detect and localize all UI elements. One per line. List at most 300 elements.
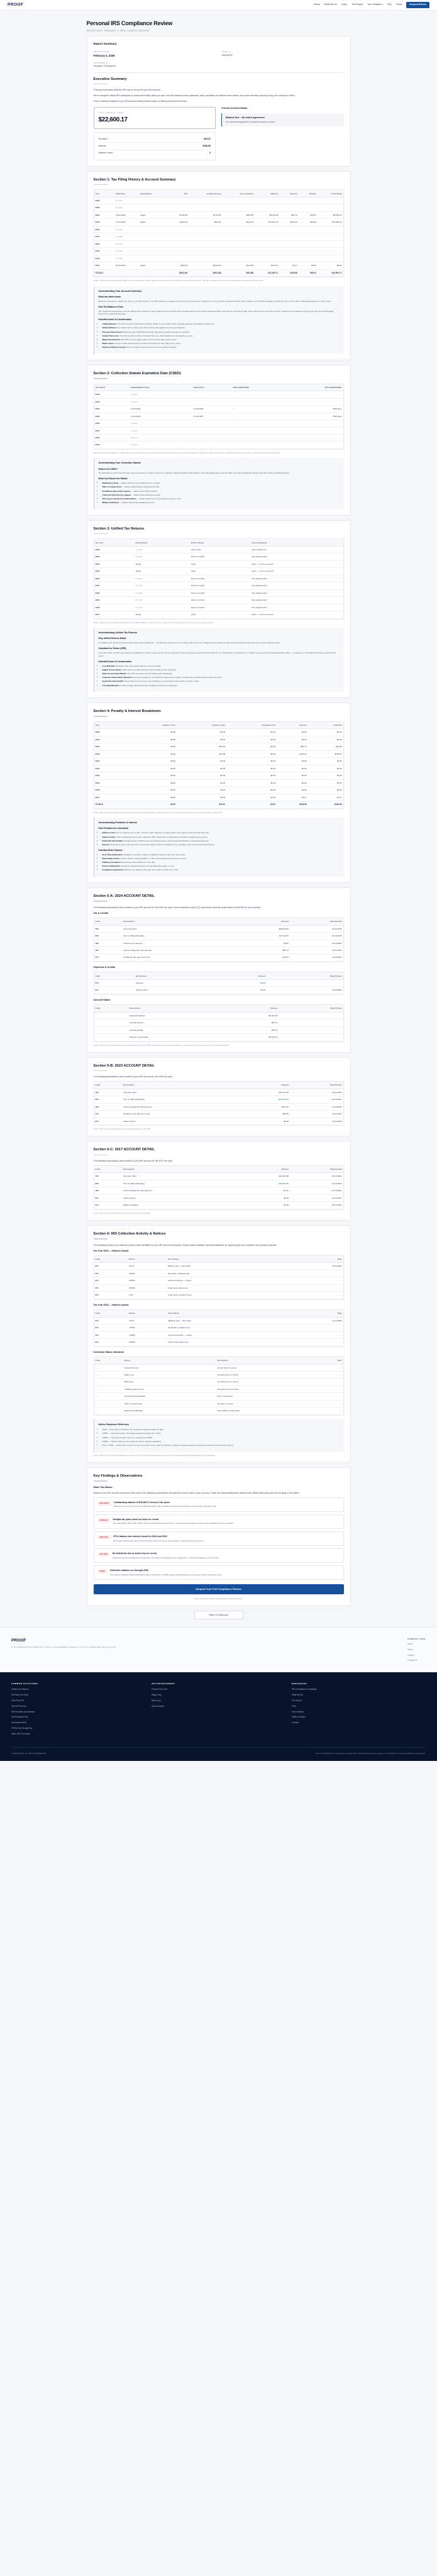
tax-filing-history-table — [94, 190, 343, 277]
table-row — [94, 553, 343, 560]
table-cell — [192, 391, 231, 398]
footer-link[interactable]: Terms — [407, 1648, 413, 1651]
table-cell: $80,286 — [223, 269, 255, 277]
nav-link-learn[interactable]: Learn — [341, 3, 348, 6]
table-cell — [189, 248, 223, 255]
table-cell: None — return on record — [250, 568, 343, 575]
table-row — [94, 1339, 343, 1346]
current-status-title: Balance Due – No Active Agreement — [226, 116, 265, 119]
list-item-term: Reasonable Cause: — [102, 857, 121, 860]
footer-link[interactable]: What We Do — [292, 1694, 304, 1697]
key-finding-item — [94, 1531, 344, 1546]
table-body — [94, 1364, 343, 1414]
table-body — [94, 1317, 343, 1346]
table-cell: Return not filed — [190, 553, 250, 560]
table-cell — [318, 240, 343, 247]
footer-column-heading: RESOURCES — [292, 1682, 307, 1685]
footer-link[interactable]: IRS Compliance Knowledge — [292, 1688, 317, 1691]
table-row — [94, 604, 343, 611]
penalty-interest-box — [94, 132, 216, 160]
explainer-list — [102, 665, 340, 687]
table-cell: — — [94, 1400, 123, 1407]
table-header-row — [94, 384, 343, 391]
list-item-term: Installment agreement request — [102, 489, 131, 492]
table-cell: 11-04-2025 — [114, 219, 139, 226]
table-cell — [279, 1012, 343, 1019]
footer-link[interactable]: Unreported Debt — [11, 1721, 26, 1724]
table-totals-row — [94, 269, 343, 277]
table-cell: $0.00 — [127, 750, 177, 757]
table-row — [94, 1407, 343, 1414]
column-header: Date — [316, 1357, 343, 1364]
table-cell: -$0.00 — [213, 979, 267, 986]
table-row — [94, 1324, 343, 1331]
findings-disclaimer: Figures are based on IRS transcript data as of the report date. — [194, 1597, 243, 1601]
table-cell: 12-09-2035 — [192, 406, 231, 413]
page-subtitle: REPORT DATE: FEBRUARY 4, 2026 • CASE ID: 05094PDF — [86, 29, 150, 32]
table-cell: Currently Not Collectible — [123, 1393, 216, 1400]
table-cell — [279, 248, 299, 255]
table-cell: Notice issued — [122, 1118, 241, 1124]
table-header-row — [94, 1005, 343, 1012]
column-header: Date Posted — [290, 918, 343, 925]
table-header-row — [94, 918, 343, 925]
table-cell: $9,424.05 — [255, 211, 279, 218]
return-to-dashboard-button[interactable]: Return to Dashboard — [194, 1611, 243, 1619]
list-item-term: Higher Assessments: — [102, 668, 123, 671]
footer-link[interactable]: CP504 Tax Penalty Pay — [11, 1727, 33, 1730]
table-cell: Return not filed — [190, 582, 250, 589]
table-cell — [287, 398, 343, 405]
column-header: Code — [94, 1357, 123, 1364]
section-2-title: Section 2: Collection Statute Expiration Date (CSED) — [93, 372, 181, 376]
penalties-value: $94.02 — [204, 137, 211, 140]
list-item-term: Interest Abatement: — [102, 865, 121, 868]
nav-link-the-report[interactable]: The Report — [351, 3, 363, 6]
table-cell — [223, 240, 255, 247]
explainer-heading: Understanding Unfiled Tax Returns — [98, 631, 138, 634]
table-row — [94, 758, 343, 765]
explainer-list-item: • CP14 — First notice of balance due. Payment requested within 21 days. — [102, 1428, 340, 1431]
table-cell: $89,570 — [167, 262, 189, 269]
column-header: Filing Status — [135, 539, 191, 546]
list-item-term: First-Time Abatement: — [102, 853, 123, 856]
table-cell: -$20,501.86 — [241, 1180, 290, 1187]
table-row — [94, 233, 343, 240]
table-cell: CP504 — [128, 1339, 167, 1346]
table-cell: $0.00 — [177, 794, 226, 801]
table-cell: 2024 — [94, 743, 128, 750]
footer-link[interactable]: IRS Back Tax Debt — [11, 1694, 28, 1697]
table-cell: $21,253 — [223, 262, 255, 269]
table-cell: $101.82 — [279, 219, 299, 226]
table-row — [94, 240, 343, 247]
footer-link[interactable]: The Report — [292, 1699, 302, 1702]
section-4-card — [87, 702, 351, 883]
table-cell: $53.74 — [241, 947, 290, 953]
section-6-card — [87, 1225, 351, 1463]
table-cell: 276 — [94, 1111, 123, 1118]
table-row — [94, 1118, 343, 1124]
table-cell: 04-15-2025 — [290, 933, 343, 940]
table-row — [94, 441, 343, 448]
prepared-by-block — [94, 62, 216, 69]
explainer-list-item: • CP504 — Notice of intent to levy state tax refund. Serious escalation. — [102, 1440, 340, 1443]
table-cell: 2025 — [94, 553, 135, 560]
explainer-list-item: • Installment Agreement: Reduces the failure-to-pay rate from 0.5% to 0.25% per month. — [102, 869, 340, 872]
table-cell: Filed — [190, 611, 250, 618]
table-cell — [94, 1012, 128, 1019]
column-header: Filing Status — [139, 190, 167, 197]
table-row — [94, 204, 343, 211]
legend-heading: Notice Sequence Reference — [98, 1423, 130, 1426]
table-cell: $0.00 — [277, 779, 308, 786]
table-cell: $118,941 — [167, 219, 189, 226]
footer-light — [0, 1627, 437, 1672]
table-cell: 2024 — [94, 560, 135, 567]
explainer-list-item: • Time spent outside the United States — statute tolled for six consecutive months or more. — [102, 497, 340, 501]
table-cell: 971 — [94, 1324, 128, 1331]
table-cell: LT11 — [128, 1292, 167, 1299]
explainer-list-item: • CP503 — Second reminder. Sent if no response to CP501. — [102, 1436, 340, 1440]
footer-link[interactable]: Contact Us — [407, 1659, 418, 1662]
amount-column — [94, 107, 216, 160]
column-header: Tax per Return — [223, 190, 255, 197]
collection-status-table — [94, 1357, 343, 1415]
table-cell — [287, 434, 343, 441]
key-finding-title: Multiple tax years show no return on record — [113, 1518, 159, 1521]
table-cell: 2024 — [94, 211, 114, 218]
table-cell: 2021 — [94, 427, 130, 434]
section-5a-note: Source: IRS Account Transcript for tax period ending December 31, 2024. Transaction codes and posting dates are reproduced exactly as they appear on the official transcript. — [93, 1043, 230, 1046]
table-cell: None at this time — [250, 546, 343, 553]
notices-2024-table — [94, 1256, 343, 1299]
table-cell — [318, 255, 343, 262]
table-cell: 150 — [94, 1089, 123, 1096]
explainer-list-item: • Bank Levies: Funds in bank accounts can be frozen and seized 21 days after a levy notice. — [102, 342, 340, 345]
executive-paragraph-2: We've analyzed official IRS transcripts to document exactly what you owe, how the balances were assessed, when penalties and interest were added, and what collection actions (if any) are currently in effect. — [93, 94, 296, 97]
section-6-note: Source: IRS Account Transcripts. Absence of a notice from this list does not guarantee it was not issued; transcripts may lag actual mailing by several weeks. — [93, 1453, 216, 1457]
table-cell: No data — [130, 427, 192, 434]
table-cell: — — [316, 1364, 343, 1371]
table-cell: 806 — [94, 1096, 123, 1103]
table-cell — [318, 226, 343, 233]
nav-link-faq[interactable]: FAQ — [387, 3, 392, 6]
table-cell: No data — [135, 604, 191, 611]
table-cell: Single — [139, 211, 167, 218]
table-cell — [279, 240, 299, 247]
table-cell: File original return — [250, 604, 343, 611]
table-cell: $751.14 — [255, 262, 279, 269]
section-5c-card — [87, 1141, 351, 1221]
explainer-list-item: • Loan Qualification: Lenders require filed returns for mortgage and business financing. — [102, 684, 340, 687]
column-header: Date — [286, 1256, 343, 1263]
table-cell: No data — [135, 589, 191, 596]
table-cell: 2018 — [94, 787, 128, 794]
table-cell: Not certified to State Dept. — [216, 1407, 316, 1414]
table-cell: Interest charged for late payment — [122, 1187, 241, 1194]
table-cell: $155.56 — [277, 801, 308, 809]
footer-link[interactable]: Federal Tax Liens — [152, 1688, 168, 1691]
footer-link[interactable]: FAQ — [292, 1704, 296, 1707]
table-row — [94, 729, 343, 736]
table-cell: $1.27 — [277, 794, 308, 801]
table-cell: 3559 days — [287, 413, 343, 419]
table-cell — [94, 1034, 128, 1041]
table-cell: None — return on record — [250, 611, 343, 618]
section-2-card — [87, 365, 351, 516]
table-totals-row — [94, 801, 343, 809]
column-header: Year — [94, 190, 114, 197]
footer-link[interactable]: About — [407, 1643, 413, 1646]
footer-link[interactable]: Can't Pay IRS — [11, 1699, 24, 1702]
table-row — [94, 794, 343, 801]
footer-link[interactable]: IRS Penalties and Interest — [11, 1710, 35, 1713]
table-cell: $0.00 — [177, 772, 226, 779]
column-header: Description — [128, 1005, 227, 1012]
table-cell: Final notice before levy — [167, 1284, 286, 1291]
penalty-interest-table — [94, 722, 343, 809]
footer-link[interactable]: Self-Employed Tax — [11, 1716, 28, 1719]
explainer-list-item: • Estimated Tax Penalty: Charged when insufficient tax was paid during the year through withholding or estimated payments. — [102, 840, 340, 843]
account-detail-2024-tax-credits-table — [94, 918, 343, 962]
explainer-body-1: The IRS has ten years from the date a tax is assessed to collect it. Once the Collection Statute Expiration Date passes, the debt legally expires and the IRS must stop all collection activity and write off the remaining balance. — [98, 472, 290, 475]
table-cell: Wage Levy — [123, 1371, 216, 1378]
table-cell: File original return — [250, 553, 343, 560]
table-cell — [139, 248, 167, 255]
footer-column-heading: IRS ENFORCEMENT — [152, 1682, 175, 1685]
section-3-card — [87, 520, 351, 698]
table-cell: 02-15-2021 — [290, 1173, 343, 1180]
penalties-row — [99, 136, 211, 142]
table-cell: $40.34 — [241, 954, 290, 961]
table-cell: 2021 — [94, 765, 128, 772]
case-id-block — [222, 50, 344, 58]
section-1-card — [87, 171, 351, 360]
table-cell — [231, 398, 286, 405]
accent-rule — [94, 378, 108, 379]
footer-link[interactable]: Other IRS Tax Notice — [11, 1732, 30, 1735]
explainer-list-item: • Federal Tax Liens: The IRS may file a Notice of Federal Tax Lien, which attaches to all property you own. — [102, 335, 340, 338]
account-detail-2017-table — [94, 1166, 343, 1209]
current-status-label: Current Account Status — [221, 107, 248, 110]
list-item-term: Bankruptcy filing — [102, 482, 118, 485]
legend-list — [102, 1428, 340, 1447]
list-item-term: Passport Restrictions: — [102, 330, 123, 333]
accent-rule — [94, 1480, 108, 1481]
table-cell: 12-09-2025 — [290, 925, 343, 932]
table-cell — [192, 398, 231, 405]
brand-logo[interactable]: PROOF — [8, 3, 24, 8]
footer-link[interactable]: Owe IRS Money — [11, 1704, 26, 1707]
key-finding-item — [94, 1514, 344, 1529]
table-row — [94, 1026, 343, 1033]
table-cell — [255, 233, 279, 240]
table-cell: — — [94, 1385, 123, 1392]
table-cell: 2020 — [94, 434, 130, 441]
table-row — [94, 575, 343, 582]
table-cell: $155.56 — [279, 269, 299, 277]
page-header — [87, 11, 351, 36]
table-cell — [223, 255, 255, 262]
footer-link[interactable]: Wage Levy — [152, 1694, 162, 1697]
column-header: ASSESSMENT DATE — [130, 384, 192, 391]
table-cell — [114, 269, 139, 277]
table-cell: $0.00 — [226, 794, 277, 801]
footer-link[interactable]: What to Expect — [292, 1716, 306, 1719]
table-cell — [167, 233, 189, 240]
nav-link-about[interactable]: About — [314, 3, 320, 6]
nav-link-press[interactable]: Press — [396, 3, 402, 6]
nav-link-your-situation[interactable]: Your Situation ▾ — [367, 3, 383, 6]
table-cell: $22,914.00 — [241, 1089, 290, 1096]
table-cell — [231, 441, 286, 448]
table-cell — [287, 441, 343, 448]
table-row — [94, 420, 343, 427]
table-cell — [192, 434, 231, 441]
list-item-term: Failure to Pay: — [102, 835, 116, 838]
section-5a-intro: The following transactions were posted to your IRS account for the 2024 tax year. Each transaction code (TC) represents a specific action taken by the IRS on your account. — [93, 906, 262, 909]
section-5a-title: Section 5-A: 2024 ACCOUNT DETAIL — [93, 894, 155, 899]
table-row — [94, 1111, 343, 1118]
column-header: Code — [94, 1166, 123, 1173]
table-cell: Expired — [130, 434, 192, 441]
table-cell: 2020 — [94, 589, 135, 596]
key-finding-description: Tax years 2025, 2022, 2021, 2020, 2019, and 2018 show no filed return. The assessment statute remains open indefinitely for these periods. — [113, 1522, 234, 1525]
table-cell: $53.68 — [177, 750, 226, 757]
table-cell: — — [286, 1339, 343, 1346]
column-header: Return Status — [190, 539, 250, 546]
table-cell: 02-15-2021 — [114, 262, 139, 269]
table-cell: Penalty for late payment of tax — [122, 954, 241, 961]
column-header: Amount — [227, 1005, 279, 1012]
section-6-title: Section 6: IRS Collection Activity & Notices — [93, 1232, 166, 1236]
table-row — [94, 413, 343, 419]
table-cell: Bank Levy — [123, 1379, 216, 1385]
list-item-term: Collection Alternatives Blocked: — [102, 676, 132, 679]
table-cell: 2021 — [94, 233, 114, 240]
table-cell: CP503 — [128, 1277, 167, 1284]
table-cell — [139, 233, 167, 240]
table-cell — [318, 233, 343, 240]
status-column — [221, 107, 344, 160]
table-cell — [189, 233, 223, 240]
current-status-box — [221, 113, 344, 127]
column-header: AGI — [167, 190, 189, 197]
table-row — [94, 1371, 343, 1378]
footer-link[interactable]: Bank Levy — [152, 1699, 161, 1702]
table-body — [94, 1263, 343, 1299]
table-cell: 04-15-2024 — [290, 1096, 343, 1103]
table-cell: $0.00 — [308, 772, 343, 779]
total-owed-label: TOTAL AMOUNT OWED — [98, 111, 124, 114]
table-cell: 2026 — [94, 391, 130, 398]
section-4-title: Section 4: Penalty & Interest Breakdown — [93, 709, 161, 714]
table-cell: Balance satisfied — [122, 1202, 241, 1209]
table-row — [94, 954, 343, 961]
table-cell: 11-04-2025 — [290, 1089, 343, 1096]
list-item-term: Failure to File: — [102, 831, 116, 835]
column-header: Code — [94, 1005, 128, 1012]
nav-link-what-we-do[interactable]: What We Do — [324, 3, 337, 6]
table-cell — [94, 1026, 128, 1033]
table-cell: 11-04-2035 — [192, 413, 231, 419]
status-badge: NOTICES — [98, 1535, 110, 1540]
table-row — [94, 1089, 343, 1096]
table-cell: $101.82 — [241, 1103, 290, 1110]
footer-link[interactable]: Asset Seizure — [152, 1704, 164, 1707]
table-cell: $0.00 — [226, 736, 277, 743]
table-cell: — — [286, 1270, 343, 1277]
table-row — [94, 947, 343, 953]
table-cell: No data — [130, 391, 192, 398]
table-cell: No agreement on record — [216, 1385, 316, 1392]
footer-link[interactable]: Privacy — [407, 1653, 414, 1657]
table-cell: $21,253.00 — [241, 1173, 290, 1180]
status-badge: NO LIEN — [98, 1552, 109, 1557]
table-cell: $175,231 — [189, 211, 223, 218]
explainer-list-item: • Business Bank Accounts: IRS can target business accounts for immediate collection. — [102, 346, 340, 349]
table-cell: $0.00 — [277, 765, 308, 772]
table-cell: No data — [114, 240, 139, 247]
footer-link[interactable]: Contact — [292, 1721, 299, 1724]
table-cell — [189, 255, 223, 262]
footer-link[interactable]: How It Works — [292, 1710, 304, 1713]
column-header: Tax Year — [94, 539, 135, 546]
table-cell: $0.00 — [308, 736, 343, 743]
report-date-value: February 4, 2026 — [93, 53, 115, 57]
section-5a-sub-1: Tax & Credits — [93, 911, 108, 914]
request-review-button[interactable]: Request Review — [406, 2, 429, 8]
table-cell: Balance due — first notice — [167, 1263, 286, 1270]
explainer-sub-2: How Tax Balances Grow — [98, 305, 123, 308]
table-cell — [167, 255, 189, 262]
key-finding-item — [94, 1497, 344, 1512]
table-cell: Installment Agreement — [123, 1385, 216, 1392]
table-cell: 971 — [94, 1202, 123, 1209]
table-cell: 2020 — [94, 772, 128, 779]
accent-rule — [94, 1070, 108, 1071]
table-cell: — — [94, 1407, 123, 1414]
section-6-table-2-wrap — [94, 1309, 344, 1346]
footer-link[interactable]: Unfiled Tax Returns — [11, 1688, 29, 1691]
report-date-label: REPORT DATE — [93, 50, 109, 53]
table-cell — [279, 1034, 343, 1041]
table-cell — [299, 240, 318, 247]
table-cell: Reminder of balance due — [167, 1270, 286, 1277]
table-cell: – — [231, 406, 286, 413]
list-item-term: Time spent outside the United States — [102, 497, 136, 501]
section-2-table-wrap — [94, 384, 344, 450]
table-cell: $89,742 — [189, 219, 223, 226]
table-cell — [192, 420, 231, 427]
table-cell — [231, 420, 286, 427]
footer-column — [11, 1682, 145, 1738]
column-header: Notice — [128, 1256, 167, 1263]
table-cell: Total as of report date — [128, 1034, 227, 1041]
table-cell: 12-09-2025 — [130, 406, 192, 413]
table-row — [94, 1379, 343, 1385]
table-cell: $1.27 — [241, 1187, 290, 1194]
request-full-review-button[interactable]: Request Your Full Compliance Review — [94, 1584, 344, 1594]
table-cell: 2019 — [94, 597, 135, 604]
table-cell: Single — [135, 611, 191, 618]
table-cell: 196 — [94, 947, 123, 953]
table-cell: File original return — [250, 597, 343, 604]
table-cell: Tax return filed — [122, 1173, 241, 1180]
table-cell — [255, 255, 279, 262]
list-item-term: Loan Qualification: — [102, 684, 120, 687]
